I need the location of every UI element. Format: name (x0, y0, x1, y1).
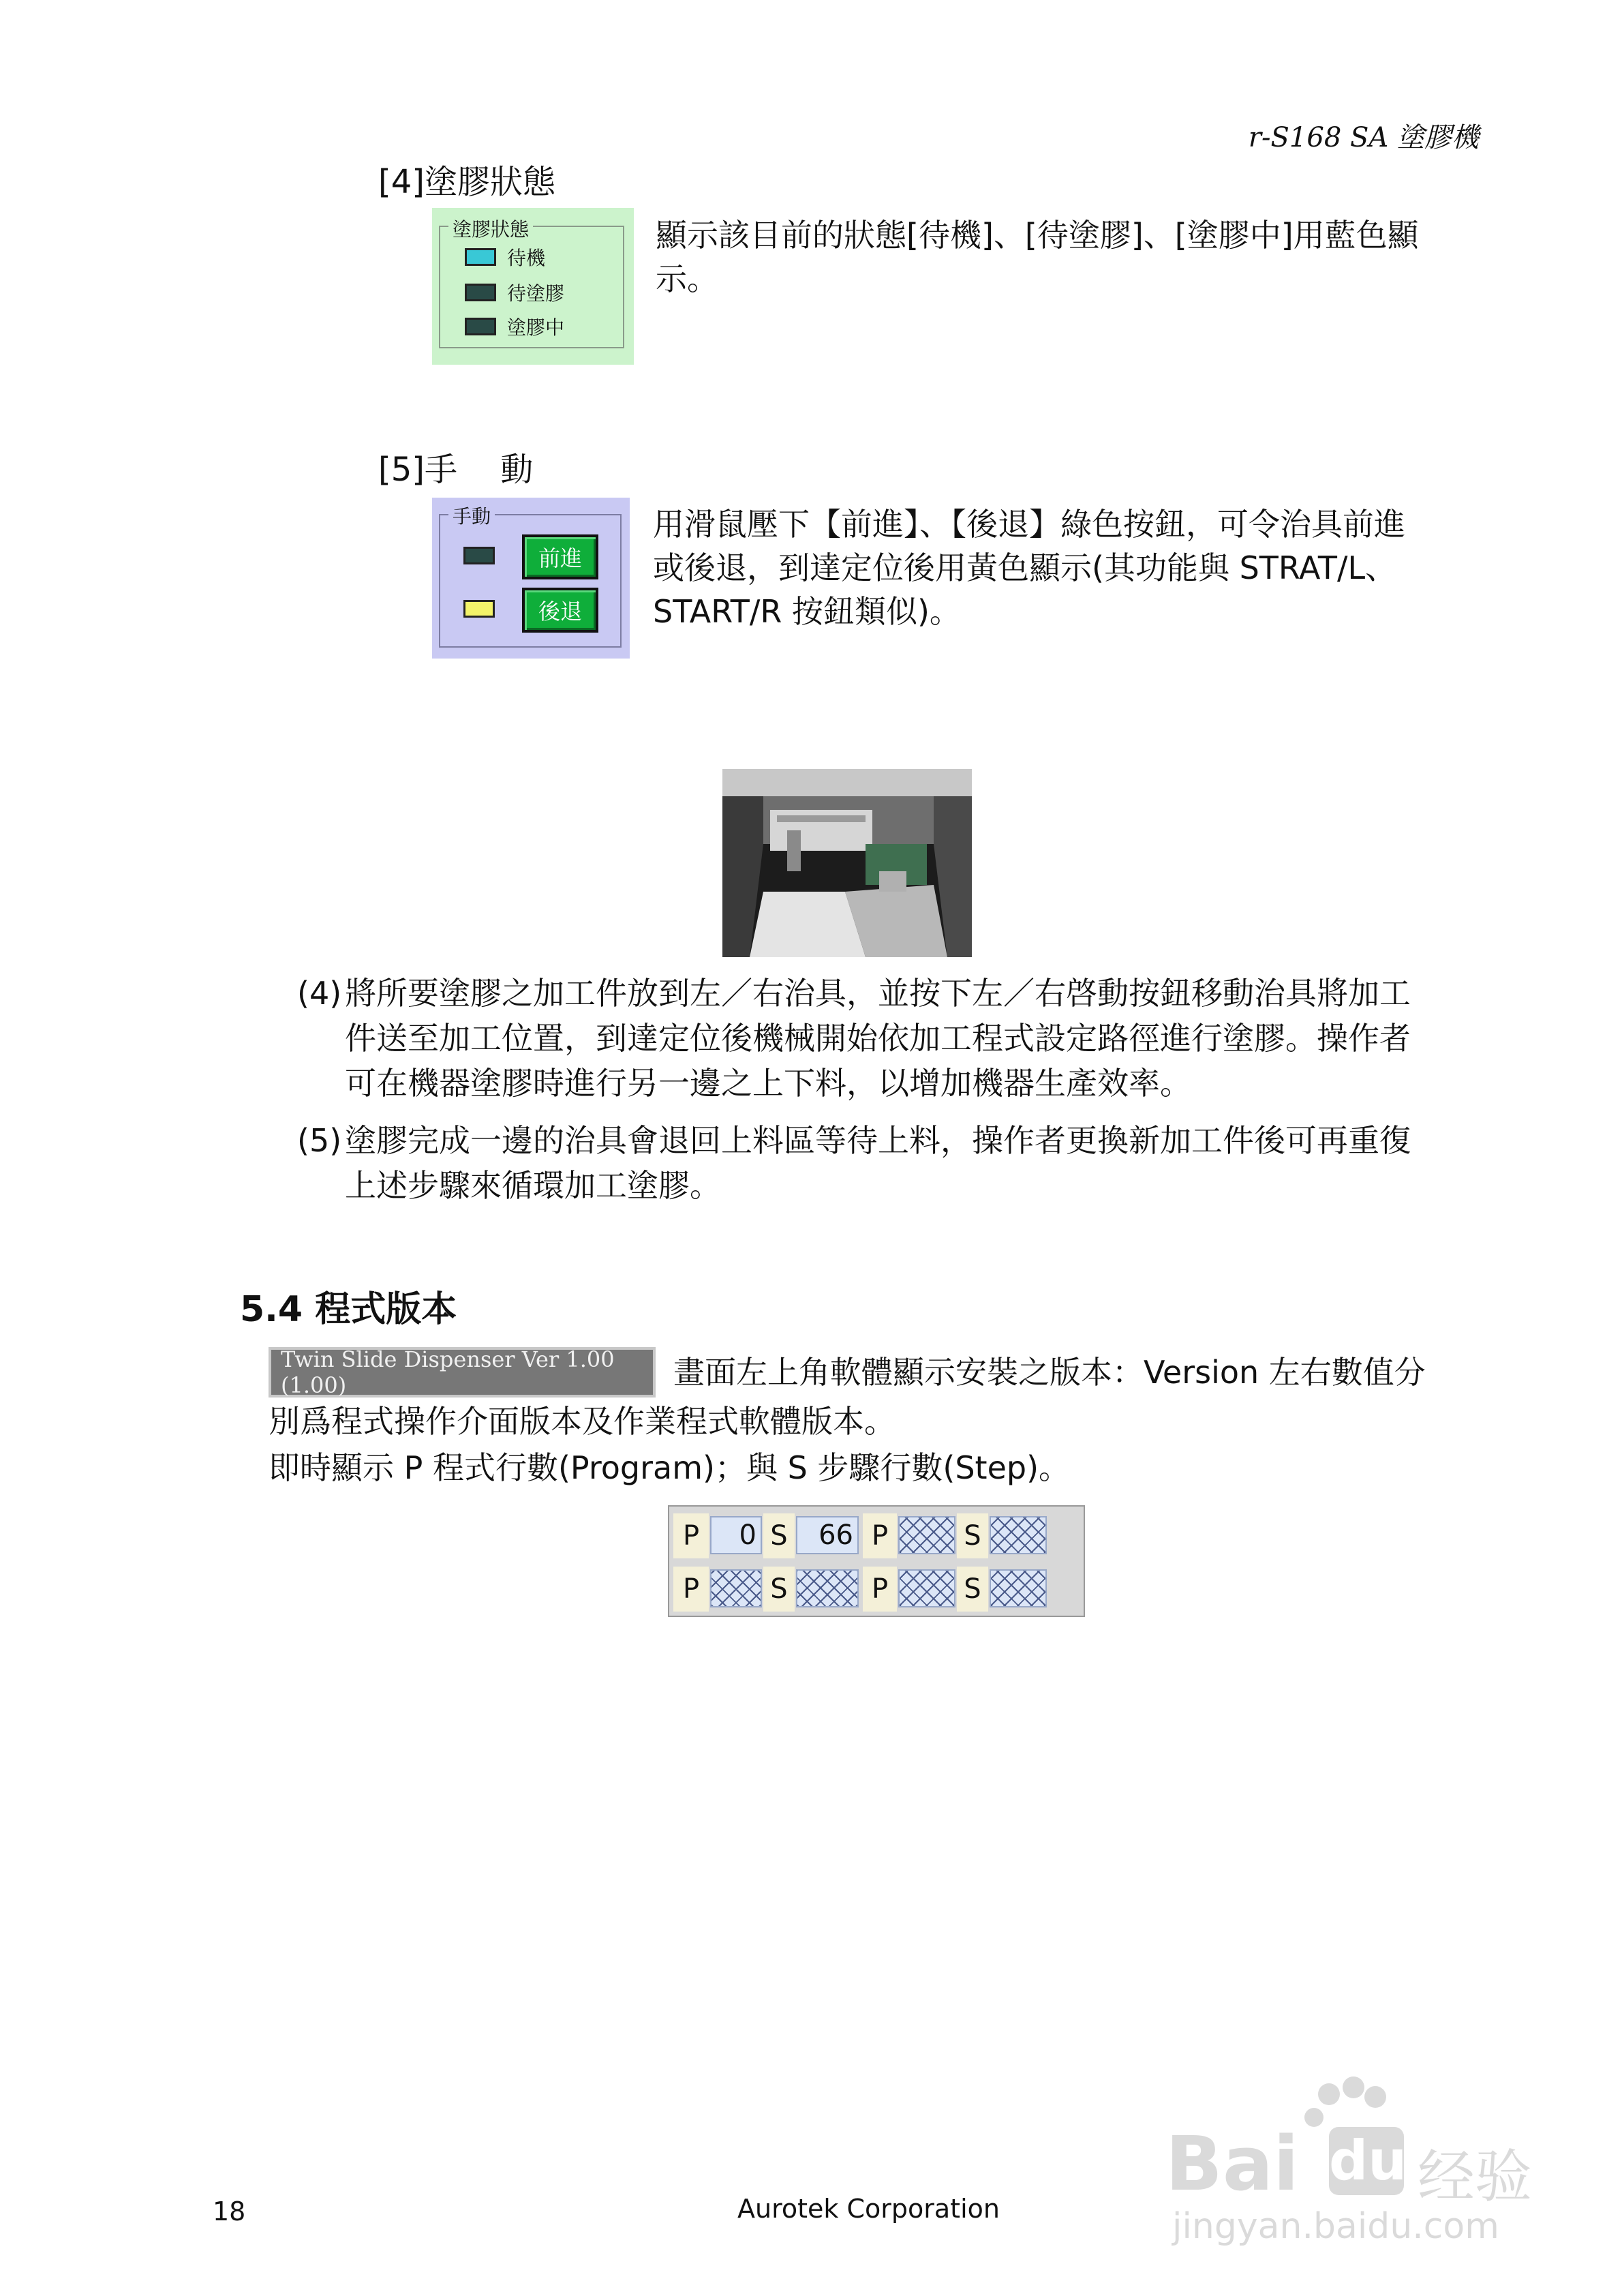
section-4-desc-line2: 示。 (656, 260, 718, 297)
status-row-standby (465, 243, 545, 271)
machine-photo-drawing (722, 769, 972, 957)
section-5-title: [5]手 動 (378, 451, 534, 489)
section-5-desc-line2: 或後退，到達定位後用黃色顯示(其功能與 STRAT/L、 (653, 549, 1397, 586)
p4-value-empty (898, 1569, 955, 1607)
p-label: P (863, 1513, 897, 1558)
status-label: 待塗膠 (507, 282, 565, 305)
p1-value: 0 (710, 1516, 762, 1554)
step-4-line2: 件送至加工位置，到達定位後機械開始依加工程式設定路徑進行塗膠。操作者 (345, 1020, 1411, 1057)
s4-value-empty (990, 1569, 1047, 1607)
coating-status-panel (432, 208, 634, 365)
status-led-icon (465, 318, 496, 335)
section-4-desc-line1: 顯示該目前的狀態[待機]、[待塗膠]、[塗膠中]用藍色顯 (656, 217, 1419, 254)
machine-photo (722, 769, 972, 957)
section-4-title: [4]塗膠狀態 (378, 163, 555, 201)
program-step-grid (668, 1505, 1085, 1617)
s1-value: 66 (796, 1516, 859, 1554)
forward-button[interactable]: 前進 (522, 534, 598, 579)
version-text-line1: 畫面左上角軟體顯示安裝之版本：Version 左右數值分 (673, 1354, 1426, 1391)
p-label: P (673, 1513, 709, 1558)
watermark-brand: Bai (1165, 2120, 1299, 2207)
version-text-line3: 即時顯示 P 程式行數(Program)；與 S 步驟行數(Step)。 (269, 1449, 1071, 1486)
version-bar: Twin Slide Dispenser Ver 1.00 (1.00) (269, 1347, 656, 1398)
section-5-4-heading: 5.4 程式版本 (240, 1289, 457, 1330)
status-row-coating (465, 313, 564, 340)
back-led-icon (463, 600, 495, 618)
s-label: S (763, 1513, 795, 1558)
p3-value-empty (710, 1569, 762, 1607)
s-label: S (957, 1567, 988, 1612)
forward-led-icon (463, 547, 495, 564)
back-button[interactable]: 後退 (522, 588, 598, 633)
step-5-line1: 塗膠完成一邊的治具會退回上料區等待上料，操作者更換新加工件後可再重復 (345, 1122, 1411, 1159)
step-4-line3: 可在機器塗膠時進行另一邊之上下料，以增加機器生產效率。 (345, 1065, 1191, 1102)
status-label: 塗膠中 (507, 316, 565, 339)
s2-value-empty (990, 1516, 1047, 1554)
s3-value-empty (796, 1569, 859, 1607)
status-label: 待機 (507, 247, 546, 269)
step-5-line2: 上述步驟來循環加工塗膠。 (345, 1167, 721, 1204)
step-4-number: (4) (297, 975, 342, 1012)
status-led-icon (465, 284, 496, 301)
watermark-du: du (1329, 2127, 1404, 2195)
watermark-brand-cn: 经验 (1418, 2143, 1533, 2210)
status-legend: 塗膠狀態 (448, 215, 533, 242)
baidu-watermark (1159, 2072, 1540, 2250)
footer-company: Aurotek Corporation (737, 2194, 1000, 2224)
watermark-url: jingyan.baidu.com (1172, 2206, 1499, 2247)
s-label: S (957, 1513, 988, 1558)
page-number: 18 (213, 2196, 246, 2226)
manual-panel (432, 498, 630, 659)
p2-value-empty (898, 1516, 955, 1554)
p-label: P (863, 1567, 897, 1612)
section-5-desc-line1: 用滑鼠壓下【前進】、【後退】綠色按鈕，可令治具前進 (653, 506, 1405, 543)
step-5-number: (5) (297, 1122, 342, 1159)
header-doc-title: r-S168 SA 塗膠機 (1248, 122, 1479, 153)
manual-legend: 手動 (448, 502, 495, 529)
status-row-waiting (465, 279, 564, 306)
version-text-line2: 別爲程式操作介面版本及作業程式軟體版本。 (269, 1403, 896, 1440)
status-led-icon (465, 248, 496, 266)
section-5-desc-line3: START/R 按鈕類似)。 (653, 593, 961, 630)
p-label: P (673, 1567, 709, 1612)
step-4-line1: 將所要塗膠之加工件放到左／右治具，並按下左／右啓動按鈕移動治具將加工 (345, 975, 1411, 1012)
s-label: S (763, 1567, 795, 1612)
